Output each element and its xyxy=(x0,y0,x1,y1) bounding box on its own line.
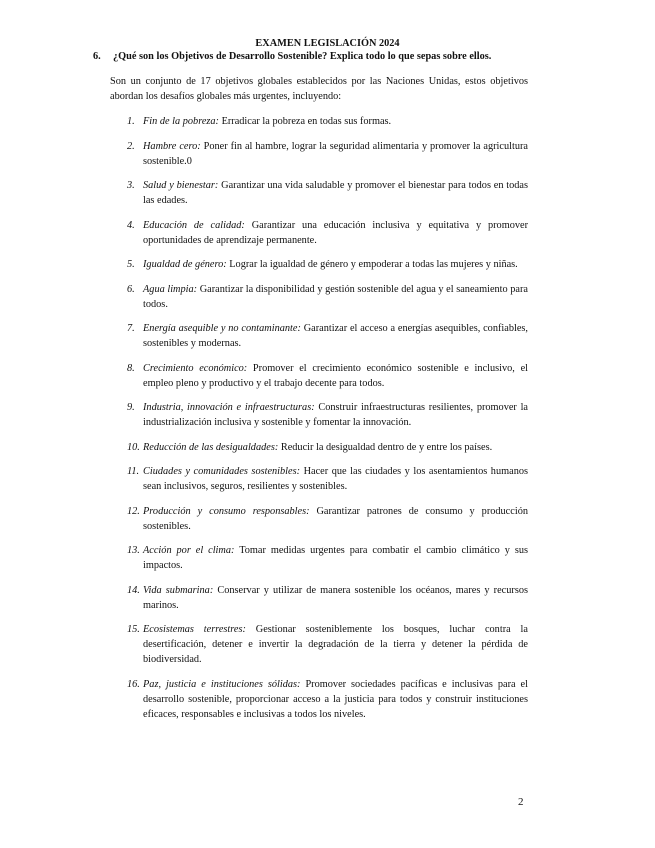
item-number: 12. xyxy=(127,505,140,517)
list-item xyxy=(110,178,528,208)
item-description: Garantizar una educación inclusiva y equitativa y promover oportunidades de aprendizaje permanente. xyxy=(143,219,529,246)
item-description: Garantizar la disponibilidad y gestión sostenible del agua y el saneamiento para todos. xyxy=(143,283,529,310)
item-number: 2. xyxy=(127,140,135,152)
question-text: ¿Qué son los Objetivos de Desarrollo Sostenible? Explica todo lo que sepas sobre ellos. xyxy=(113,51,492,62)
item-description: Gestionar sosteniblemente los bosques, luchar contra la desertificación, detener e invertir la degradación de la tierra y detener la pérdida de biodiversidad. xyxy=(143,624,528,665)
item-number: 11. xyxy=(127,466,140,477)
item-description: Tomar medidas urgentes para combatir el cambio climático y sus impactos. xyxy=(143,545,528,571)
list-item xyxy=(110,504,528,534)
item-description: Hacer que las ciudades y los asentamientos humanos sean inclusivos, seguros, resilientes y sostenibles. xyxy=(143,466,528,492)
item-number: 7. xyxy=(127,323,135,334)
item-number: 13. xyxy=(127,545,140,556)
item-title: Producción y consumo responsables: xyxy=(143,505,310,517)
objectives-list xyxy=(110,114,528,731)
item-number: 4. xyxy=(127,219,135,231)
item-number: 1. xyxy=(127,116,135,127)
item-title: Fin de la pobreza: xyxy=(143,116,219,127)
item-number: 15. xyxy=(127,624,140,635)
item-description: Erradicar la pobreza en todas sus formas. xyxy=(221,116,392,127)
list-item xyxy=(110,321,528,351)
item-description: Promover el crecimiento económico sostenible e inclusivo, el empleo pleno y productivo y el trabajo decente para todos. xyxy=(143,362,528,389)
item-title: Igualdad de género: xyxy=(143,259,227,270)
question-number: 6. xyxy=(93,51,101,62)
list-item xyxy=(110,583,528,613)
item-title: Educación de calidad: xyxy=(143,219,245,231)
item-number: 8. xyxy=(127,362,135,374)
item-description: Garantizar patrones de consumo y producción sostenibles. xyxy=(143,505,528,532)
item-number: 10. xyxy=(127,441,140,453)
item-description: Promover sociedades pacíficas e inclusivas para el desarrollo sostenible, proporcionar acceso a la justicia para todos y construir instituciones eficaces, responsables e inclusivas a todos los niveles. xyxy=(143,678,528,720)
exam-title: EXAMEN LEGISLACIÓN 2024 xyxy=(255,38,400,49)
list-item xyxy=(110,139,528,169)
list-item xyxy=(110,622,528,667)
item-title: Reducción de las desigualdades: xyxy=(143,441,279,453)
item-number: 9. xyxy=(127,402,135,413)
item-title: Industria, innovación e infraestructuras: xyxy=(143,402,315,413)
item-title: Ciudades y comunidades sostenibles: xyxy=(143,466,301,477)
item-description: Garantizar el acceso a energías asequibles, confiables, sostenibles y modernas. xyxy=(143,323,528,349)
list-item xyxy=(110,677,528,722)
item-description: Construir infraestructuras resilientes, promover la industrialización inclusiva y sostenible y fomentar la innovación. xyxy=(143,402,529,428)
list-item xyxy=(110,361,528,391)
question-heading xyxy=(93,51,533,62)
item-description: Conservar y utilizar de manera sostenible los océanos, mares y recursos marinos. xyxy=(143,584,528,611)
item-title: Vida submarina: xyxy=(143,584,214,596)
item-description: Poner fin al hambre, lograr la seguridad alimentaria y promover la agricultura sostenible.0 xyxy=(143,140,529,167)
item-title: Energía asequible y no contaminante: xyxy=(143,323,301,334)
item-title: Acción por el clima: xyxy=(143,545,235,556)
list-item xyxy=(110,440,528,455)
item-title: Agua limpia: xyxy=(143,283,198,295)
list-item xyxy=(110,218,528,248)
item-number: 3. xyxy=(127,180,135,191)
page-number: 2 xyxy=(518,796,524,808)
item-title: Hambre cero: xyxy=(143,140,201,152)
list-item xyxy=(110,464,528,494)
item-description: Lograr la igualdad de género y empoderar a todas las mujeres y niñas. xyxy=(229,259,518,270)
list-item xyxy=(110,114,528,129)
item-number: 5. xyxy=(127,259,135,270)
item-title: Salud y bienestar: xyxy=(143,180,219,191)
item-description: Reducir la desigualdad dentro de y entre los países. xyxy=(280,441,493,453)
list-item xyxy=(110,257,528,272)
item-title: Crecimiento económico: xyxy=(143,362,248,374)
item-description: Garantizar una vida saludable y promover el bienestar para todos en todas las edades. xyxy=(143,180,528,206)
item-number: 6. xyxy=(127,283,135,295)
item-number: 16. xyxy=(127,678,140,690)
item-title: Paz, justicia e instituciones sólidas: xyxy=(143,678,301,690)
list-item xyxy=(110,282,528,312)
list-item xyxy=(110,400,528,430)
intro-paragraph: Son un conjunto de 17 objetivos globales establecidos por las Naciones Unidas, estos objetivos abordan los desafíos globales más urgentes, incluyendo: xyxy=(110,76,528,102)
list-item xyxy=(110,543,528,573)
item-title: Ecosistemas terrestres: xyxy=(143,624,246,635)
item-number: 14. xyxy=(127,584,140,596)
